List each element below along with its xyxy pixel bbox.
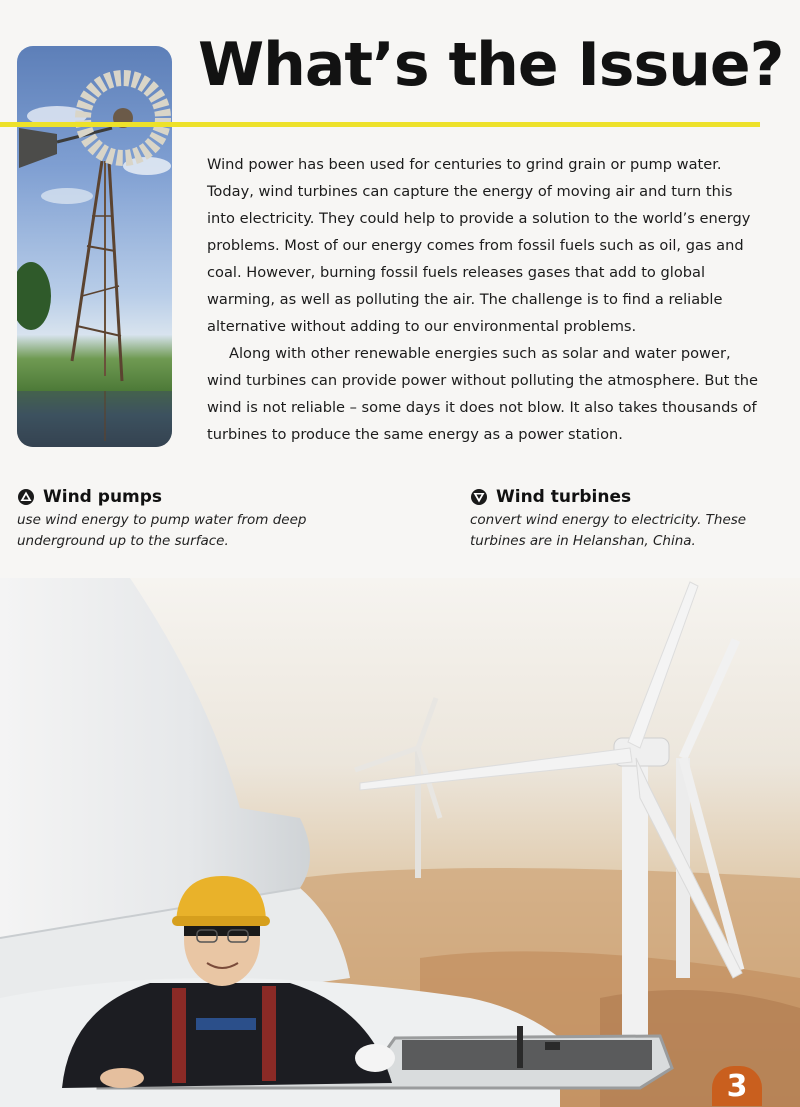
- wind-pumps-caption: [17, 484, 317, 552]
- wind-pumps-heading: Wind pumps: [43, 487, 163, 507]
- wind-turbine-photo: [0, 578, 800, 1107]
- body-text: [207, 151, 760, 448]
- wind-turbines-text: convert wind energy to electricity. These turbines are in Helanshan, China.: [470, 512, 747, 549]
- arrow-up-icon: [17, 488, 35, 506]
- wind-turbines-heading: Wind turbines: [496, 487, 632, 507]
- body-paragraph-2: Along with other renewable energies such as solar and water power, wind turbines can provide power without polluting the atmosphere. But the wind is not reliable – some days it does not blow. It also takes thousands of turbines to produce the same energy as a power station.: [207, 345, 758, 443]
- wind-turbines-caption: [470, 484, 790, 552]
- wind-pumps-text: use wind energy to pump water from deep underground up to the surface.: [17, 512, 307, 549]
- title-underline: [0, 122, 760, 127]
- arrow-down-icon: [470, 488, 488, 506]
- wind-pump-photo: [17, 46, 172, 447]
- body-paragraph-1: Wind power has been used for centuries to grind grain or pump water. Today, wind turbines can capture the energy of moving air and turn this into electricity. They could help to provide a solution to the world’s energy problems. Most of our energy comes from fossil fuels such as oil, gas and coal. However, burning fossil fuels releases gases that add to global warming, as well as polluting the air. The challenge is to find a reliable alternative without adding to our environmental problems.: [207, 156, 751, 335]
- page-title: What’s the Issue?: [198, 30, 784, 100]
- page-number: 3: [712, 1066, 762, 1106]
